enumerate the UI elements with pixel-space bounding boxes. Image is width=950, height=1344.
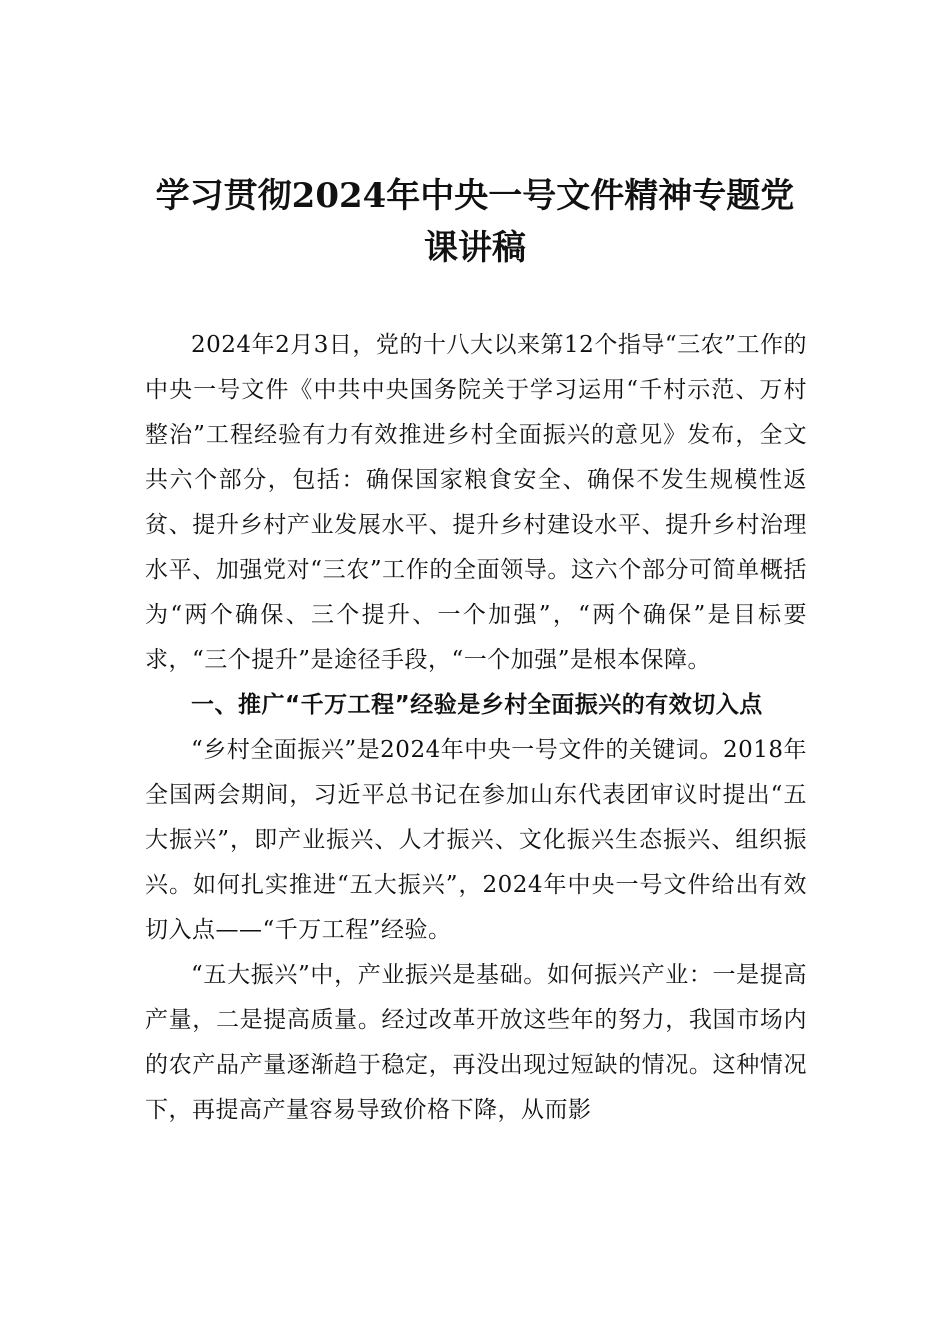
document-title: 学习贯彻2024年中央一号文件精神专题党课讲稿: [155, 176, 795, 268]
paragraph: “五大振兴”中，产业振兴是基础。如何振兴产业：一是提高产量，二是提高质量。经过改革开放这些年的努力，我国市场内的农产品产量逐渐趋于稳定，再没出现过短缺的情况。这种情况下，再提高产量容易导致价格下降，从而影: [145, 962, 807, 1123]
section-heading: 一、推广“千万工程”经验是乡村全面振兴的有效切入点: [191, 692, 763, 718]
paragraph: 2024年2月3日，党的十八大以来第12个指导“三农”工作的中央一号文件《中共中央国务院关于学习运用“千村示范、万村整治”工程经验有力有效推进乡村全面振兴的意见》发布，全文共六个部分，包括：确保国家粮食安全、确保不发生规模性返贫、提升乡村产业发展水平、提升乡村建设水平、提升乡村治理水平、加强党对“三农”工作的全面领导。这六个部分可简单概括为“两个确保、三个提升、一个加强”，“两个确保”是目标要求，“三个提升”是途径手段，“一个加强”是根本保障。: [145, 332, 807, 673]
document-body: [145, 323, 807, 1133]
paragraph: “乡村全面振兴”是2024年中央一号文件的关键词。2018年全国两会期间，习近平总书记在参加山东代表团审议时提出“五大振兴”，即产业振兴、人才振兴、文化振兴生态振兴、组织振兴。如何扎实推进“五大振兴”，2024年中央一号文件给出有效切入点——“千万工程”经验。: [145, 737, 807, 943]
